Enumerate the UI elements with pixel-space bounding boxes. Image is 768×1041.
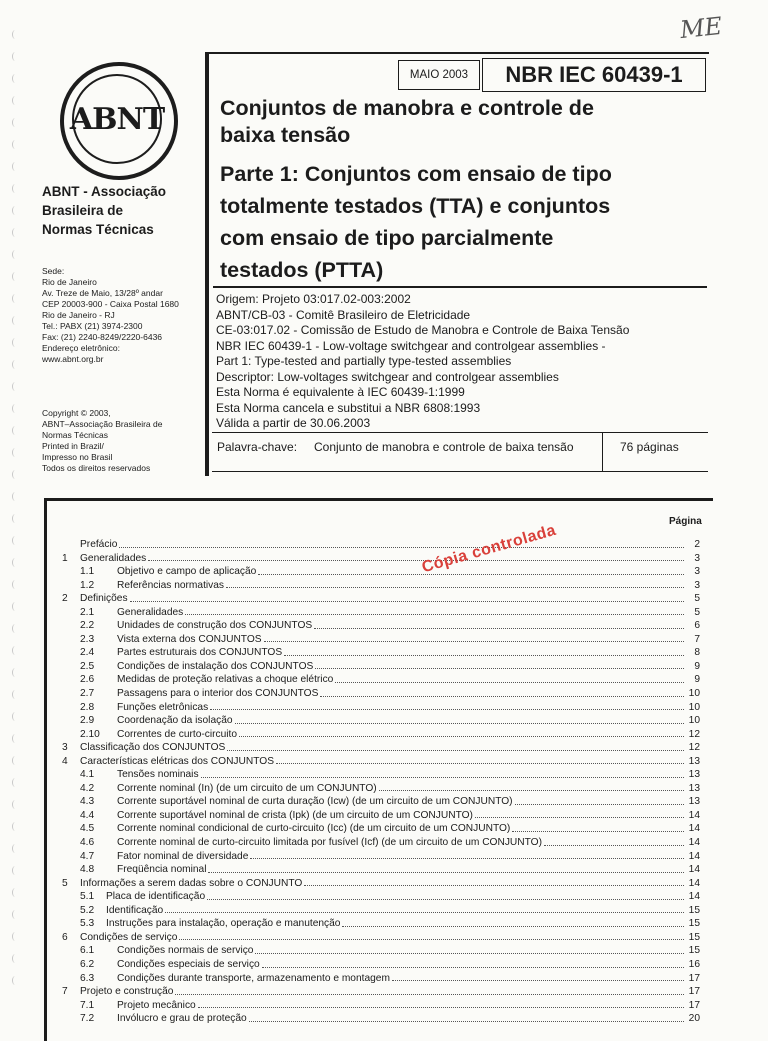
toc-label: Informações a serem dadas sobre o CONJUNTO: [80, 877, 303, 889]
toc-page-number: 17: [688, 986, 700, 998]
toc-label: Condições especiais de serviço: [117, 958, 260, 970]
toc-page-number: 10: [688, 701, 700, 713]
toc-row: [62, 714, 700, 728]
meta-line: CE-03:017.02 - Comissão de Estudo de Manobra e Controle de Baixa Tensão: [216, 323, 630, 337]
toc-number: 4.1: [80, 769, 95, 781]
toc-page-number: 3: [694, 552, 700, 564]
address-line: Sede:: [42, 266, 65, 276]
toc-row: [62, 619, 700, 633]
address-line: Tel.: PABX (21) 3974-2300: [42, 321, 143, 331]
toc-label: Classificação dos CONJUNTOS: [80, 742, 226, 754]
toc-number: 2.6: [80, 674, 95, 686]
toc-label: Corrente suportável nominal de curta duração (Icw) (de um circuito de um CONJUNTO): [117, 796, 513, 808]
part-title-line: com ensaio de tipo parcialmente: [220, 226, 554, 250]
title-line: Conjuntos de manobra e controle de: [220, 96, 594, 120]
abnt-logo-text: ABNT: [72, 74, 162, 164]
toc-leader-dots: [130, 592, 684, 602]
toc-row: [62, 836, 700, 850]
toc-label: Passagens para o interior dos CONJUNTOS: [117, 688, 319, 700]
document-part-title: [220, 158, 710, 286]
toc-row: [62, 822, 700, 836]
meta-line: Origem: Projeto 03:017.02-003:2002: [216, 292, 411, 306]
controlled-copy-stamp: Cópia controlada: [420, 521, 559, 577]
toc-row: [62, 904, 700, 918]
toc-page-number: 6: [694, 620, 700, 632]
toc-page-number: 15: [688, 904, 700, 916]
toc-row: [62, 552, 700, 566]
copyright-line: Todos os direitos reservados: [42, 463, 151, 473]
toc-page-number: 2: [694, 539, 700, 550]
toc-leader-dots: [342, 917, 684, 927]
toc-page-number: 14: [688, 891, 700, 903]
toc-number: 2.2: [80, 620, 95, 632]
address-line: Rio de Janeiro: [42, 277, 97, 287]
toc-number: 5.2: [80, 904, 95, 916]
publication-date: MAIO 2003: [398, 60, 480, 90]
toc-number: 7.2: [80, 1013, 95, 1025]
toc-leader-dots: [226, 579, 684, 589]
toc-label: Corrente suportável nominal de crista (Ipk) (de um circuito de um CONJUNTO): [117, 809, 473, 821]
toc-number: 4.2: [80, 782, 95, 794]
toc-row: [62, 782, 700, 796]
toc-label: Condições de serviço: [80, 931, 178, 943]
toc-row: [62, 809, 700, 823]
toc-leader-dots: [475, 809, 684, 819]
address-line: Fax: (21) 2240-8249/2220-6436: [42, 332, 163, 342]
toc-row: [62, 944, 700, 958]
toc-number: 6: [62, 931, 68, 943]
standard-number: NBR IEC 60439-1: [482, 58, 706, 92]
toc-number: 3: [62, 742, 68, 754]
meta-line: Esta Norma cancela e substitui a NBR 6808:1993: [216, 400, 481, 415]
toc-number: 2.5: [80, 660, 95, 672]
toc-leader-dots: [276, 755, 684, 765]
toc-page-number: 8: [694, 647, 700, 659]
toc-label: Coordenação da isolação: [117, 715, 233, 727]
meta-line: Part 1: Type-tested and partially type-tested assemblies: [216, 354, 512, 368]
toc-number: 2: [62, 593, 68, 605]
copyright-line: Printed in Brazil/: [42, 441, 104, 451]
toc-row: [62, 633, 700, 647]
meta-line: Descriptor: Low-voltages switchgear and controlgear assemblies: [216, 369, 559, 384]
toc-row: [62, 850, 700, 864]
header-top-rule: [209, 52, 709, 54]
toc-number: 4.3: [80, 796, 95, 808]
toc-label: Partes estruturais dos CONJUNTOS: [117, 647, 283, 659]
toc-row: [62, 795, 700, 809]
toc-leader-dots: [208, 863, 684, 873]
toc-number: 4.7: [80, 850, 95, 862]
toc-leader-dots: [198, 999, 684, 1009]
toc-row: [62, 877, 700, 891]
toc-page-number: 5: [694, 606, 700, 618]
toc-label: Corrente nominal (In) (de um circuito de um CONJUNTO): [117, 782, 377, 794]
toc-label: Tensões nominais: [117, 769, 199, 781]
copyright-line: ABNT–Associação Brasileira de: [42, 419, 163, 429]
title-line: baixa tensão: [220, 123, 351, 147]
meta-divider: [213, 286, 707, 288]
toc-page-number: 10: [688, 688, 700, 700]
toc-row: [62, 701, 700, 715]
toc-number: [62, 538, 80, 552]
toc-row: [62, 687, 700, 701]
address-line: www.abnt.org.br: [42, 354, 104, 364]
toc-number: 4: [62, 755, 68, 767]
toc-label: Projeto e construção: [80, 986, 174, 998]
toc-label: Condições durante transporte, armazenamento e montagem: [117, 972, 390, 984]
toc-number: 2.9: [80, 715, 95, 727]
meta-line: NBR IEC 60439-1 - Low-voltage switchgear and controlgear assemblies -: [216, 338, 606, 353]
meta-line: Esta Norma é equivalente à IEC 60439-1:1999: [216, 385, 465, 399]
toc-row: [62, 768, 700, 782]
part-title-line: totalmente testados (TTA) e conjuntos: [220, 194, 611, 218]
toc-label: Referências normativas: [117, 579, 225, 591]
toc-leader-dots: [515, 795, 684, 805]
toc-row: [62, 755, 700, 769]
toc-leader-dots: [227, 741, 684, 751]
toc-number: 7.1: [80, 999, 95, 1011]
toc-number: 4.8: [80, 864, 95, 876]
toc-label: Características elétricas dos CONJUNTOS: [80, 755, 274, 767]
abnt-logo: [60, 62, 178, 180]
toc-number: 1.1: [80, 566, 95, 578]
toc-row: [62, 890, 700, 904]
toc-page-number: 13: [688, 755, 700, 767]
toc-label: Corrente nominal de curto-circuito limitada por fusível (Icf) (de um circuito de um CONJUNTO): [117, 837, 542, 849]
part-title-line: testados (PTTA): [220, 258, 384, 282]
toc-leader-dots: [201, 768, 684, 778]
toc-label: Condições normais de serviço: [117, 945, 254, 957]
toc-page-number: 9: [694, 660, 700, 672]
toc-leader-dots: [165, 904, 684, 914]
toc-label: Correntes de curto-circuito: [117, 728, 238, 740]
keyword-value: Conjunto de manobra e controle de baixa tensão: [314, 440, 574, 454]
toc-leader-dots: [392, 972, 684, 982]
keyword-label: Palavra-chave:: [217, 440, 298, 454]
toc-row: [62, 538, 700, 552]
toc-page-number: 14: [688, 864, 700, 876]
toc-leader-dots: [258, 565, 684, 575]
toc-leader-dots: [262, 958, 684, 968]
toc-label: Invólucro e grau de proteção: [117, 1013, 247, 1025]
meta-line: Válida a partir de 30.06.2003: [216, 416, 371, 430]
toc-leader-dots: [314, 619, 684, 629]
organization-name: [42, 182, 202, 239]
toc-number: 4.6: [80, 837, 95, 849]
toc-label: Condições de instalação dos CONJUNTOS: [117, 660, 314, 672]
toc-number: 5.1: [80, 891, 95, 903]
toc-page-number: 14: [688, 809, 700, 821]
toc-page-number: 3: [694, 566, 700, 578]
toc-page-number: 17: [688, 972, 700, 984]
toc-leader-dots: [148, 552, 684, 562]
toc-label: Generalidades: [117, 606, 184, 618]
toc-row: [62, 958, 700, 972]
toc-number: 2.7: [80, 688, 95, 700]
toc-label: Identificação: [106, 904, 164, 916]
toc-row: [62, 741, 700, 755]
meta-line: ABNT/CB-03 - Comitê Brasileiro de Eletricidade: [216, 307, 471, 322]
toc-leader-dots: [119, 538, 684, 548]
header-vertical-rule: [205, 52, 209, 476]
toc-leader-dots: [239, 728, 684, 738]
toc-leader-dots: [335, 673, 684, 683]
toc-page-number: 14: [688, 850, 700, 862]
toc-leader-dots: [255, 944, 684, 954]
toc-leader-dots: [304, 877, 684, 887]
toc-label: Generalidades: [80, 552, 147, 564]
copyright-line: Normas Técnicas: [42, 430, 108, 440]
toc-label: Projeto mecânico: [117, 999, 196, 1011]
toc-number: 6.2: [80, 958, 95, 970]
keyword-box: [212, 432, 708, 472]
toc-row: [62, 592, 700, 606]
toc-label: Funções eletrônicas: [117, 701, 209, 713]
toc-page-number: 17: [688, 999, 700, 1011]
document-title: [220, 95, 710, 149]
binding-holes: [12, 30, 24, 1020]
toc-label: Fator nominal de diversidade: [117, 850, 249, 862]
toc-page-number: 14: [688, 837, 700, 849]
toc-number: 4.4: [80, 809, 95, 821]
toc-page-number: 20: [688, 1013, 700, 1025]
page-count: 76 páginas: [620, 440, 679, 454]
toc-label: Medidas de proteção relativas a choque elétrico: [117, 674, 334, 686]
toc-label: Instruções para instalação, operação e manutenção: [106, 918, 341, 930]
toc-label: Unidades de construção dos CONJUNTOS: [117, 620, 313, 632]
toc-leader-dots: [250, 850, 684, 860]
toc-number: 1.2: [80, 579, 95, 591]
toc-row: [62, 579, 700, 593]
toc-page-number: 15: [688, 931, 700, 943]
toc-label: Objetivo e campo de aplicação: [117, 566, 257, 578]
toc-row: [62, 660, 700, 674]
toc-page-number: 13: [688, 769, 700, 781]
toc-number: 7: [62, 986, 68, 998]
toc-leader-dots: [544, 836, 684, 846]
toc-number: 2.4: [80, 647, 95, 659]
toc-number: 5.3: [80, 918, 95, 930]
toc-number: 2.8: [80, 701, 95, 713]
address-line: Endereço eletrônico:: [42, 343, 120, 353]
toc-number: 1: [62, 552, 68, 564]
toc-row: [62, 728, 700, 742]
toc-number: 2.3: [80, 633, 95, 645]
toc-leader-dots: [320, 687, 684, 697]
toc-row: [62, 863, 700, 877]
toc-leader-dots: [185, 606, 684, 616]
toc-page-number: 15: [688, 945, 700, 957]
toc-page-number: 7: [694, 633, 700, 645]
toc-page-number: 3: [694, 579, 700, 591]
address-block: [42, 266, 212, 365]
toc-leader-dots: [512, 822, 684, 832]
handwritten-mark: ME: [678, 11, 724, 45]
address-line: Rio de Janeiro - RJ: [42, 310, 115, 320]
toc-leader-dots: [264, 633, 684, 643]
toc-leader-dots: [175, 985, 684, 995]
org-name-line: Normas Técnicas: [42, 222, 154, 237]
toc-row: [62, 917, 700, 931]
toc-page-number: 5: [694, 593, 700, 605]
toc-leader-dots: [249, 1012, 684, 1022]
toc-page-number: 15: [688, 918, 700, 930]
copyright-line: Impresso no Brasil: [42, 452, 113, 462]
toc-page-number: 9: [694, 674, 700, 686]
toc-page-number: 10: [688, 715, 700, 727]
copyright-block: [42, 408, 212, 474]
toc-number: 6.3: [80, 972, 95, 984]
table-of-contents: [62, 538, 700, 1026]
toc-leader-dots: [210, 701, 684, 711]
toc-row: [62, 999, 700, 1013]
toc-page-number: 14: [688, 877, 700, 889]
toc-leader-dots: [207, 890, 684, 900]
toc-row: [62, 972, 700, 986]
address-line: CEP 20003-900 - Caixa Postal 1680: [42, 299, 179, 309]
toc-page-number: 13: [688, 796, 700, 808]
toc-row: [62, 673, 700, 687]
keyword-separator: [602, 433, 603, 471]
toc-number: 2.1: [80, 606, 95, 618]
contents-page-header: Página: [669, 516, 702, 527]
org-name-line: Brasileira de: [42, 203, 124, 218]
toc-page-number: 14: [688, 823, 700, 835]
toc-page-number: 12: [688, 728, 700, 740]
document-metadata: [216, 292, 708, 432]
toc-number: 6.1: [80, 945, 95, 957]
toc-number: 2.10: [80, 728, 100, 740]
toc-leader-dots: [235, 714, 684, 724]
toc-label: Prefácio: [80, 539, 118, 550]
copyright-line: Copyright © 2003,: [42, 408, 111, 418]
toc-leader-dots: [284, 646, 684, 656]
toc-row: [62, 931, 700, 945]
org-name-line: ABNT - Associação: [42, 184, 167, 199]
toc-leader-dots: [179, 931, 684, 941]
toc-page-number: 16: [688, 958, 700, 970]
toc-number: 4.5: [80, 823, 95, 835]
toc-row: [62, 985, 700, 999]
toc-label: Corrente nominal condicional de curto-circuito (Icc) (de um circuito de um CONJUNTO): [117, 823, 511, 835]
address-line: Av. Treze de Maio, 13/28º andar: [42, 288, 163, 298]
toc-label: Placa de identificação: [106, 891, 206, 903]
toc-page-number: 12: [688, 742, 700, 754]
toc-label: Freqüência nominal: [117, 864, 207, 876]
part-title-line: Parte 1: Conjuntos com ensaio de tipo: [220, 162, 612, 186]
toc-number: 5: [62, 877, 68, 889]
toc-row: [62, 565, 700, 579]
toc-page-number: 13: [688, 782, 700, 794]
toc-row: [62, 606, 700, 620]
toc-label: Vista externa dos CONJUNTOS: [117, 633, 262, 645]
toc-label: Definições: [80, 593, 128, 605]
toc-row: [62, 646, 700, 660]
toc-leader-dots: [315, 660, 684, 670]
toc-leader-dots: [379, 782, 684, 792]
